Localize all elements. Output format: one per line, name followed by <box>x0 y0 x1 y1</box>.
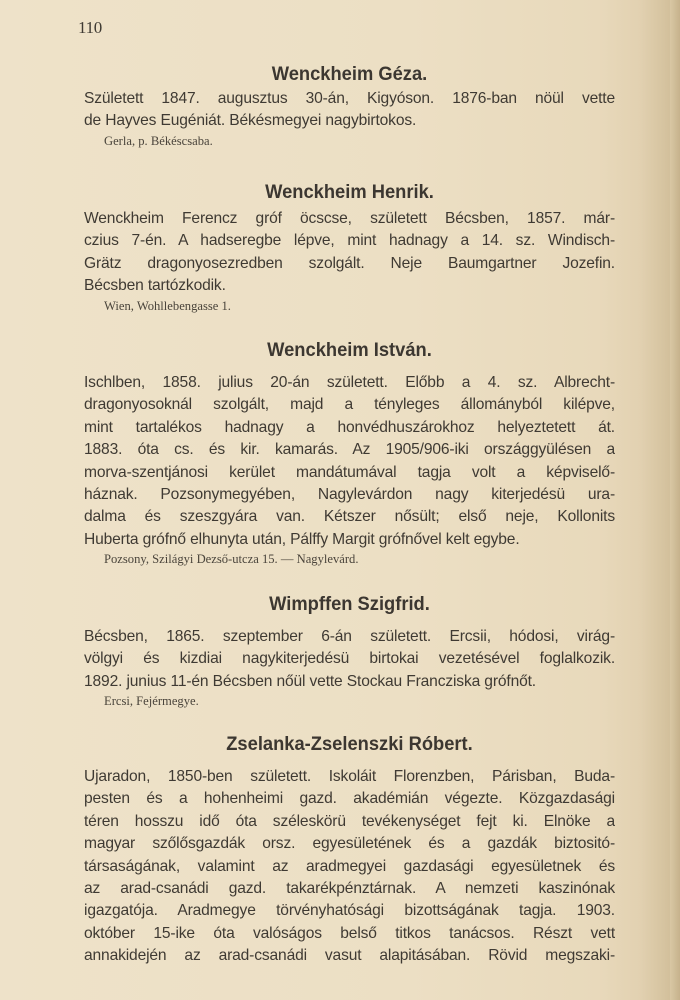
body-line: annakidején az arad-csanádi vasut alapitásában. Rövid megszaki- <box>84 947 615 965</box>
body-line: téren hosszu idő óta széleskörü tevékenységet fejt ki. Elnöke a <box>84 812 615 830</box>
entry <box>84 178 615 315</box>
entry-title: Wenckheim Henrik. <box>265 181 434 203</box>
entry <box>84 336 615 568</box>
body-line: mint tartalékos hadnagy a honvédhuszárokhoz helyeztetett át. <box>84 418 615 436</box>
entry <box>84 730 615 968</box>
entry-body <box>84 88 615 133</box>
body-line: völgyi és kizdiai nagykiterjedésü birtokai vezetésével foglalkozik. <box>84 650 615 668</box>
entry <box>84 60 615 150</box>
entry-title: Wenckheim Géza. <box>271 63 428 85</box>
body-line: dalma és szeszgyára van. Kétszer nősült; első neje, Kollonits <box>84 508 615 526</box>
body-line: Született 1847. augusztus 30-án, Kigyóson. 1876-ban nöül vette <box>84 90 615 107</box>
body-line: Bécsben tartózkodik. <box>84 277 226 295</box>
body-line: Ujaradon, 1850-ben született. Iskoláit Florenzben, Párisban, Buda- <box>84 768 615 785</box>
body-line: de Hayves Eugéniát. Békésmegyei nagybirtokos. <box>84 112 417 130</box>
body-line: igazgatója. Aradmegye törvényhatósági bizottságának tagja. 1903. <box>84 902 615 920</box>
entry-address: Ercsi, Fejérmegye. <box>104 694 199 709</box>
body-line: Bécsben, 1865. szeptember 6-án született. Ercsii, hódosi, virág- <box>84 628 615 645</box>
body-line: háznak. Pozsonymegyében, Nagylevárdon nagy kiterjedésü ura- <box>84 486 615 504</box>
entry <box>84 590 615 710</box>
entry-title: Zselanka-Zselenszki Róbert. <box>226 733 473 755</box>
body-line: október 15-ike óta valóságos belső titkos tanácsos. Részt vett <box>84 924 615 942</box>
entry-title: Wimpffen Szigfrid. <box>269 593 430 615</box>
entry-body <box>84 372 615 551</box>
entry-address: Pozsony, Szilágyi Dezső-utcza 15. — Nagylevárd. <box>104 552 359 567</box>
body-line: pesten és a hohenheimi gazd. akadémián végezte. Közgazdasági <box>84 790 615 808</box>
entry-body <box>84 626 615 693</box>
body-line: morva-szentjánosi kerület mandátumával tagja volt a képviselő- <box>84 463 615 481</box>
entry-address: Wien, Wohllebengasse 1. <box>104 298 231 313</box>
body-line: 1892. junius 11-én Bécsben nőül vette Stockau Francziska grófnőt. <box>84 672 536 690</box>
entry-title: Wenckheim István. <box>267 339 432 361</box>
body-line: társaságának, valamint az aradmegyei gazdasági egyesületnek és <box>84 857 615 875</box>
entry-address: Gerla, p. Békéscsaba. <box>104 133 213 148</box>
entry-body <box>84 208 615 298</box>
body-line: Huberta grófnő elhunyta után, Pálffy Margit grófnővel kelt egybe. <box>84 530 520 548</box>
page-number: 110 <box>78 18 102 37</box>
page-edge-shadow <box>670 0 680 1000</box>
body-line: az arad-csanádi gazd. takarékpénztárnak. A nemzeti kaszinónak <box>84 880 615 898</box>
body-line: Ischlben, 1858. julius 20-án született. Előbb a 4. sz. Albrecht- <box>84 374 615 391</box>
body-line: czius 7-én. A hadseregbe lépve, mint hadnagy a 14. sz. Windisch- <box>84 232 615 250</box>
body-line: Wenckheim Ferencz gróf öcscse, született Bécsben, 1857. már- <box>84 210 615 227</box>
entry-body <box>84 766 615 968</box>
body-line: Grätz dragonyosezredben szolgált. Neje Baumgartner Jozefin. <box>84 254 615 272</box>
body-line: magyar szőlősgazdák orsz. egyesületének és a gazdák biztositó- <box>84 835 615 853</box>
body-line: 1883. óta cs. és kir. kamarás. Az 1905/906-iki országgyülésen a <box>84 441 615 459</box>
body-line: dragonyosoknál szolgált, majd a tényleges állományból kilépve, <box>84 396 615 414</box>
